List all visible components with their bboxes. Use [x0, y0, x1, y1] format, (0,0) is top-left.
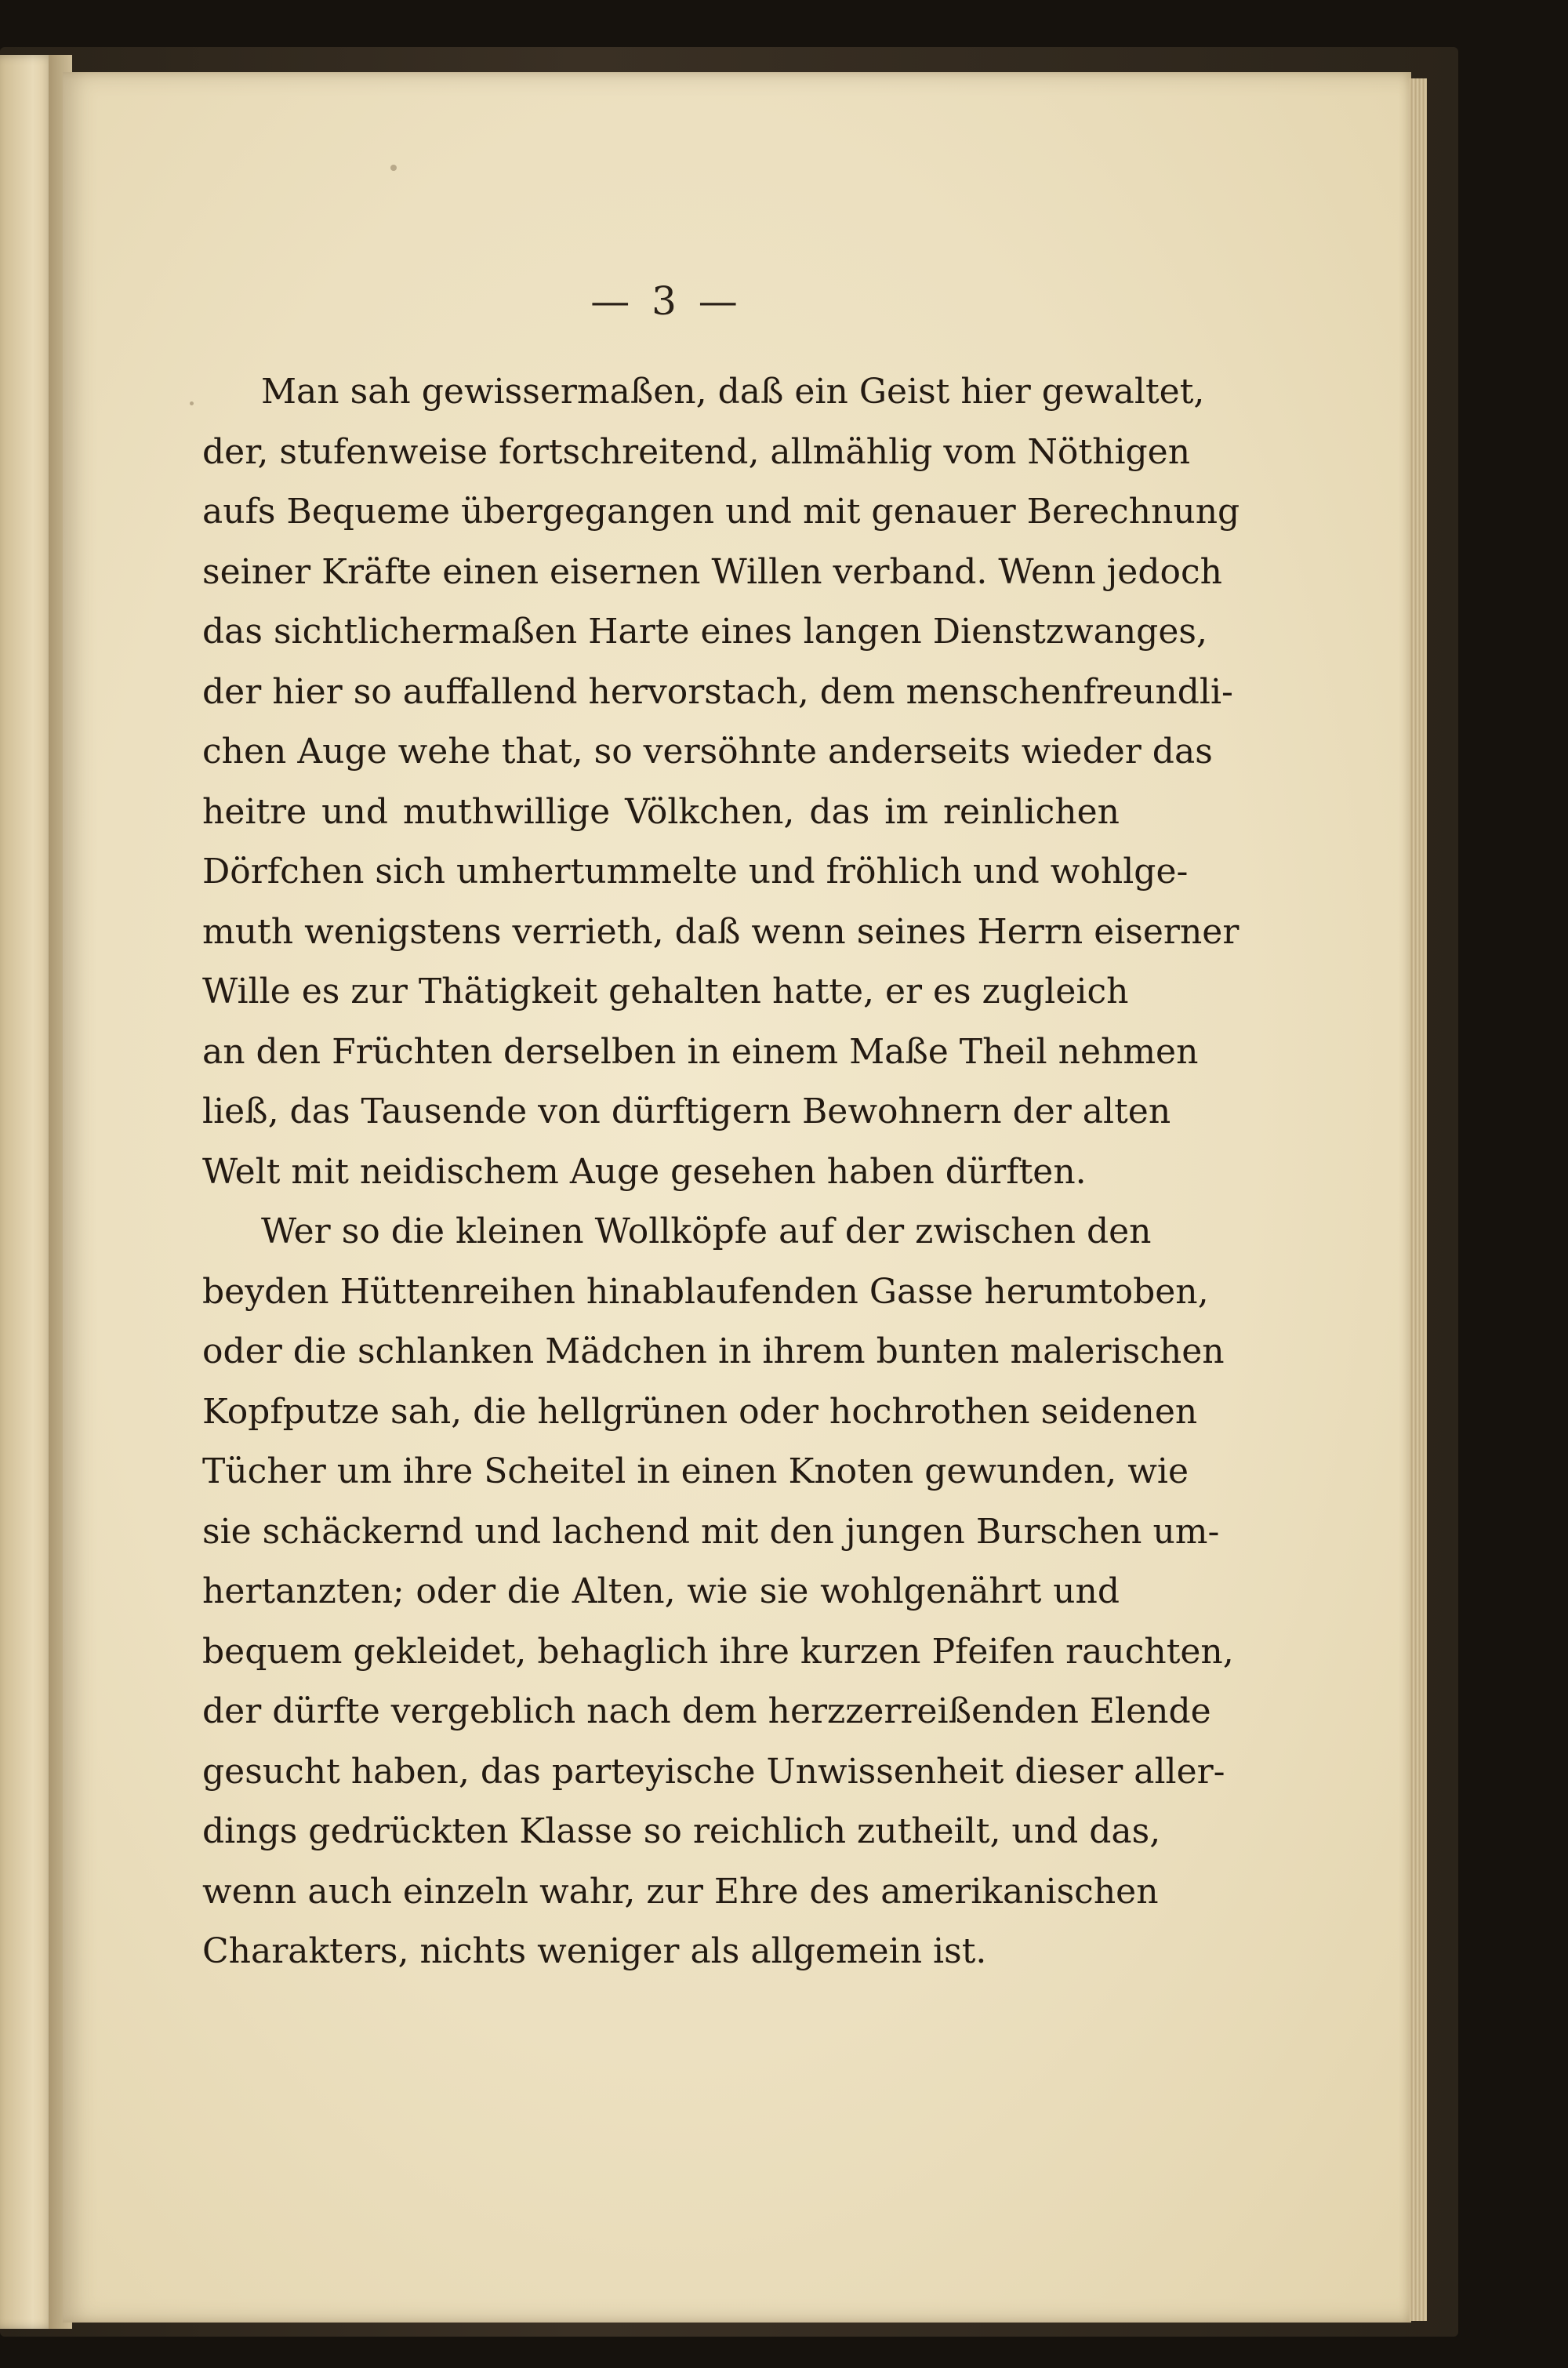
- paper-speck: [190, 401, 194, 405]
- text-line: oder die schlanken Mädchen in ihrem bunten malerischen: [202, 1331, 1225, 1371]
- text-line: Kopfputze sah, die hellgrünen oder hochrothen seidenen: [202, 1391, 1198, 1432]
- page-edges: [1410, 78, 1427, 2321]
- page-number: — 3 —: [590, 278, 742, 324]
- text-line: beyden Hüttenreihen hinablaufenden Gasse herumtoben,: [202, 1271, 1209, 1312]
- text-line: Tücher um ihre Scheitel in einen Knoten gewunden, wie: [202, 1451, 1189, 1491]
- text-line: gesucht haben, das parteyische Unwissenheit dieser aller-: [202, 1751, 1225, 1792]
- text-line: der dürfte vergeblich nach dem herzzerreißenden Elende: [202, 1691, 1211, 1731]
- paper-speck: [390, 165, 397, 171]
- paragraph: [202, 1202, 1234, 1982]
- text-line: muth wenigstens verrieth, daß wenn seines Herrn eiserner: [202, 911, 1240, 952]
- text-line: seiner Kräfte einen eisernen Willen verband. Wenn jedoch: [202, 551, 1222, 592]
- text-line: ließ, das Tausende von dürftigern Bewohnern der alten: [202, 1091, 1171, 1131]
- text-line: der hier so auffallend hervorstach, dem menschenfreundli-: [202, 671, 1233, 712]
- text-line: hertanzten; oder die Alten, wie sie wohlgenährt und: [202, 1571, 1120, 1611]
- text-line: heitre und muthwillige Völkchen, das im reinlichen: [202, 791, 1120, 832]
- text-line: der, stufenweise fortschreitend, allmählig vom Nöthigen: [202, 431, 1191, 472]
- left-page-edge: [0, 55, 55, 2329]
- text-line: das sichtlichermaßen Harte eines langen Dienstzwanges,: [202, 612, 1207, 652]
- text-line: dings gedrückten Klasse so reichlich zutheilt, und das,: [202, 1811, 1161, 1851]
- text-line: sie schäckernd und lachend mit den jungen Burschen um-: [202, 1511, 1220, 1552]
- text-line: aufs Bequeme übergegangen und mit genauer Berechnung: [202, 492, 1240, 532]
- text-line: chen Auge wehe that, so versöhnte anderseits wieder das: [202, 732, 1213, 772]
- text-line: bequem gekleidet, behaglich ihre kurzen Pfeifen rauchten,: [202, 1631, 1234, 1672]
- text-line: Welt mit neidischem Auge gesehen haben dürften.: [202, 1151, 1087, 1192]
- text-line: Dörfchen sich umhertummelte und fröhlich und wohlge-: [202, 852, 1189, 892]
- paragraph: [202, 362, 1240, 1202]
- text-line: Charakters, nichts weniger als allgemein ist.: [202, 1931, 987, 1971]
- text-line: an den Früchten derselben in einem Maße Theil nehmen: [202, 1031, 1199, 1072]
- text-line: wenn auch einzeln wahr, zur Ehre des amerikanischen: [202, 1871, 1159, 1912]
- text-line: Wer so die kleinen Wollköpfe auf der zwischen den: [261, 1211, 1152, 1251]
- text-line: Man sah gewissermaßen, daß ein Geist hier gewaltet,: [261, 372, 1205, 412]
- body-text: [202, 362, 1240, 1982]
- text-line: Wille es zur Thätigkeit gehalten hatte, er es zugleich: [202, 972, 1129, 1011]
